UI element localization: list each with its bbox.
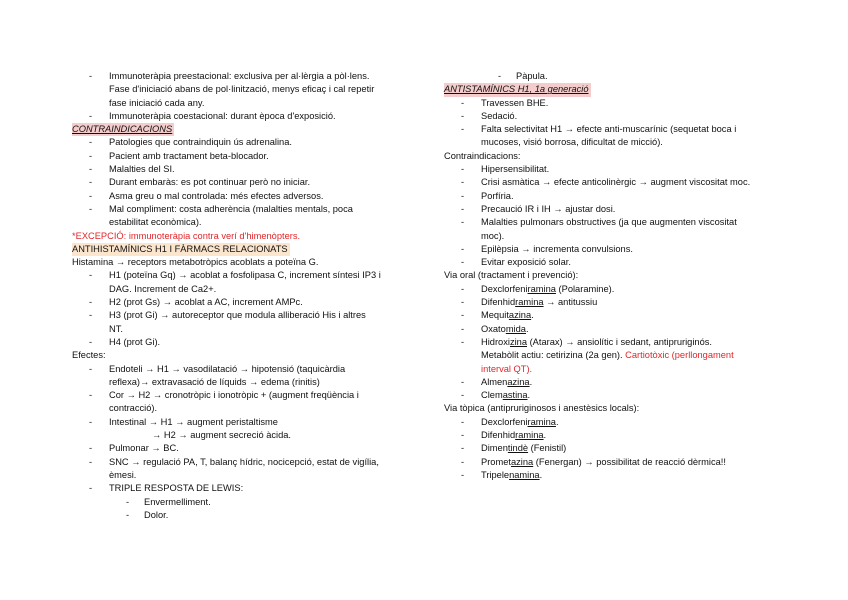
paragraph: Via oral (tractament i prevenció): bbox=[444, 270, 579, 281]
left-column bbox=[72, 70, 408, 522]
list-item: - Travessen BHE. bbox=[444, 97, 774, 110]
list-item: - Dexclorfeniramina. bbox=[444, 416, 774, 429]
list-item: - Hidroxizina (Atarax) → ansiolític i sedant, antipruriginós. bbox=[444, 336, 774, 349]
list-item: - Mequitazina. bbox=[444, 309, 774, 322]
list-item: - Crisi asmàtica → efecte anticolinèrgic → augment viscositat moc. bbox=[444, 176, 774, 189]
sub-list-item: - Pàpula. bbox=[444, 70, 774, 83]
list-item: - Mal compliment: costa adherència (malalties mentals, poca bbox=[72, 203, 408, 216]
list-item-continuation: estabilitat econòmica). bbox=[109, 217, 202, 228]
list-item: - Intestinal → H1 → augment peristaltisme bbox=[72, 416, 408, 429]
list-item: - H3 (prot Gi) → autoreceptor que modula alliberació His i altres bbox=[72, 309, 408, 322]
list-item: - Immunoteràpia coestacional: durant època d'exposició. bbox=[72, 110, 408, 123]
list-item-continuation: NT. bbox=[109, 323, 123, 334]
section-heading-first-generation: ANTISTAMÍNICS H1, 1a generació bbox=[444, 83, 774, 96]
list-item: - Tripelenamina. bbox=[444, 469, 774, 482]
right-column bbox=[444, 70, 774, 482]
list-item-continuation: moc). bbox=[481, 230, 505, 241]
list-item: - H1 (poteïna Gq) → acoblat a fosfolipasa C, increment síntesi IP3 i bbox=[72, 269, 408, 282]
list-item: - Pulmonar → BC. bbox=[72, 442, 408, 455]
paragraph: Contraindicacions: bbox=[444, 150, 521, 161]
section-heading-antihistaminics: ANTIHISTAMÍNICS H1 I FÀRMACS RELACIONATS bbox=[72, 243, 408, 256]
list-item: - TRIPLE RESPOSTA DE LEWIS: bbox=[72, 482, 408, 495]
list-item: - Prometazina (Fenergan) → possibilitat de reacció dèrmica!! bbox=[444, 456, 774, 469]
exception-note: *EXCEPCIÓ: immunoteràpia contra verí d'himenòpters. bbox=[72, 230, 301, 241]
list-item: - Pacient amb tractament beta-blocador. bbox=[72, 150, 408, 163]
list-item: - Porfíria. bbox=[444, 190, 774, 203]
list-item-continuation: fase iniciació cada any. bbox=[109, 97, 205, 108]
sub-list-item: - Envermelliment. bbox=[72, 496, 408, 509]
list-item: - Epilèpsia → incrementa convulsions. bbox=[444, 243, 774, 256]
list-item: - Almenazina. bbox=[444, 376, 774, 389]
list-item-continuation: Fase d'iniciació abans de pol·linització, menys eficaç i cal repetir bbox=[109, 84, 375, 95]
list-item: - Oxatomida. bbox=[444, 323, 774, 336]
list-item: - Falta selectivitat H1 → efecte anti-muscarínic (sequetat boca i bbox=[444, 123, 774, 136]
paragraph: Efectes: bbox=[72, 350, 106, 361]
list-item-continuation: reflexa)→ extravasació de líquids → edema (rinitis) bbox=[109, 376, 320, 387]
list-item: - Patologies que contraindiquin ús adrenalina. bbox=[72, 136, 408, 149]
list-item-continuation: èmesi. bbox=[109, 469, 137, 480]
list-item-continuation: → H2 → augment secreció àcida. bbox=[152, 430, 291, 441]
list-item-continuation: DAG. Increment de Ca2+. bbox=[109, 283, 217, 294]
list-item-continuation: contracció). bbox=[109, 403, 158, 414]
list-item-continuation: Metabòlit actiu: cetirizina (2a gen). Cartiotòxic (perllongament bbox=[481, 350, 734, 361]
list-item: - Durant embaràs: es pot continuar però no iniciar. bbox=[72, 176, 408, 189]
list-item: - H4 (prot Gi). bbox=[72, 336, 408, 349]
list-item: - Dimentindè (Fenistil) bbox=[444, 442, 774, 455]
list-item: - Malalties del SI. bbox=[72, 163, 408, 176]
list-item: - Dexclorfeniramina (Polaramine). bbox=[444, 283, 774, 296]
list-item: - Malalties pulmonars obstructives (ja que augmenten viscositat bbox=[444, 216, 774, 229]
list-item: - Precaució IR i IH → ajustar dosi. bbox=[444, 203, 774, 216]
list-item-continuation: mucoses, visió borrosa, dificultat de micció). bbox=[481, 137, 663, 148]
list-item: - SNC → regulació PA, T, balanç hídric, nocicepció, estat de vigília, bbox=[72, 456, 408, 469]
paragraph: Via tòpica (antipruriginosos i anestèsics locals): bbox=[444, 403, 640, 414]
list-item: - Clemastina. bbox=[444, 389, 774, 402]
list-item: - H2 (prot Gs) → acoblat a AC, increment AMPc. bbox=[72, 296, 408, 309]
sub-list-item: - Dolor. bbox=[72, 509, 408, 522]
list-item: - Difenhidramina. bbox=[444, 429, 774, 442]
list-item: - Hipersensibilitat. bbox=[444, 163, 774, 176]
list-item: - Difenhidramina → antitussiu bbox=[444, 296, 774, 309]
list-item: - Asma greu o mal controlada: més efectes adversos. bbox=[72, 190, 408, 203]
list-item-continuation: interval QT). bbox=[481, 363, 533, 374]
list-item: - Immunoteràpia preestacional: exclusiva per al·lèrgia a pòl·lens. bbox=[72, 70, 408, 83]
list-item: - Endoteli → H1 → vasodilatació → hipotensió (taquicàrdia bbox=[72, 363, 408, 376]
section-heading-contraindicacions: CONTRAINDICACIONS bbox=[72, 123, 408, 136]
list-item: - Evitar exposició solar. bbox=[444, 256, 774, 269]
list-item: - Sedació. bbox=[444, 110, 774, 123]
paragraph: Histamina → receptors metabotròpics acoblats a poteïna G. bbox=[72, 257, 319, 268]
list-item: - Cor → H2 → cronotròpic i ionotròpic + (augment freqüència i bbox=[72, 389, 408, 402]
